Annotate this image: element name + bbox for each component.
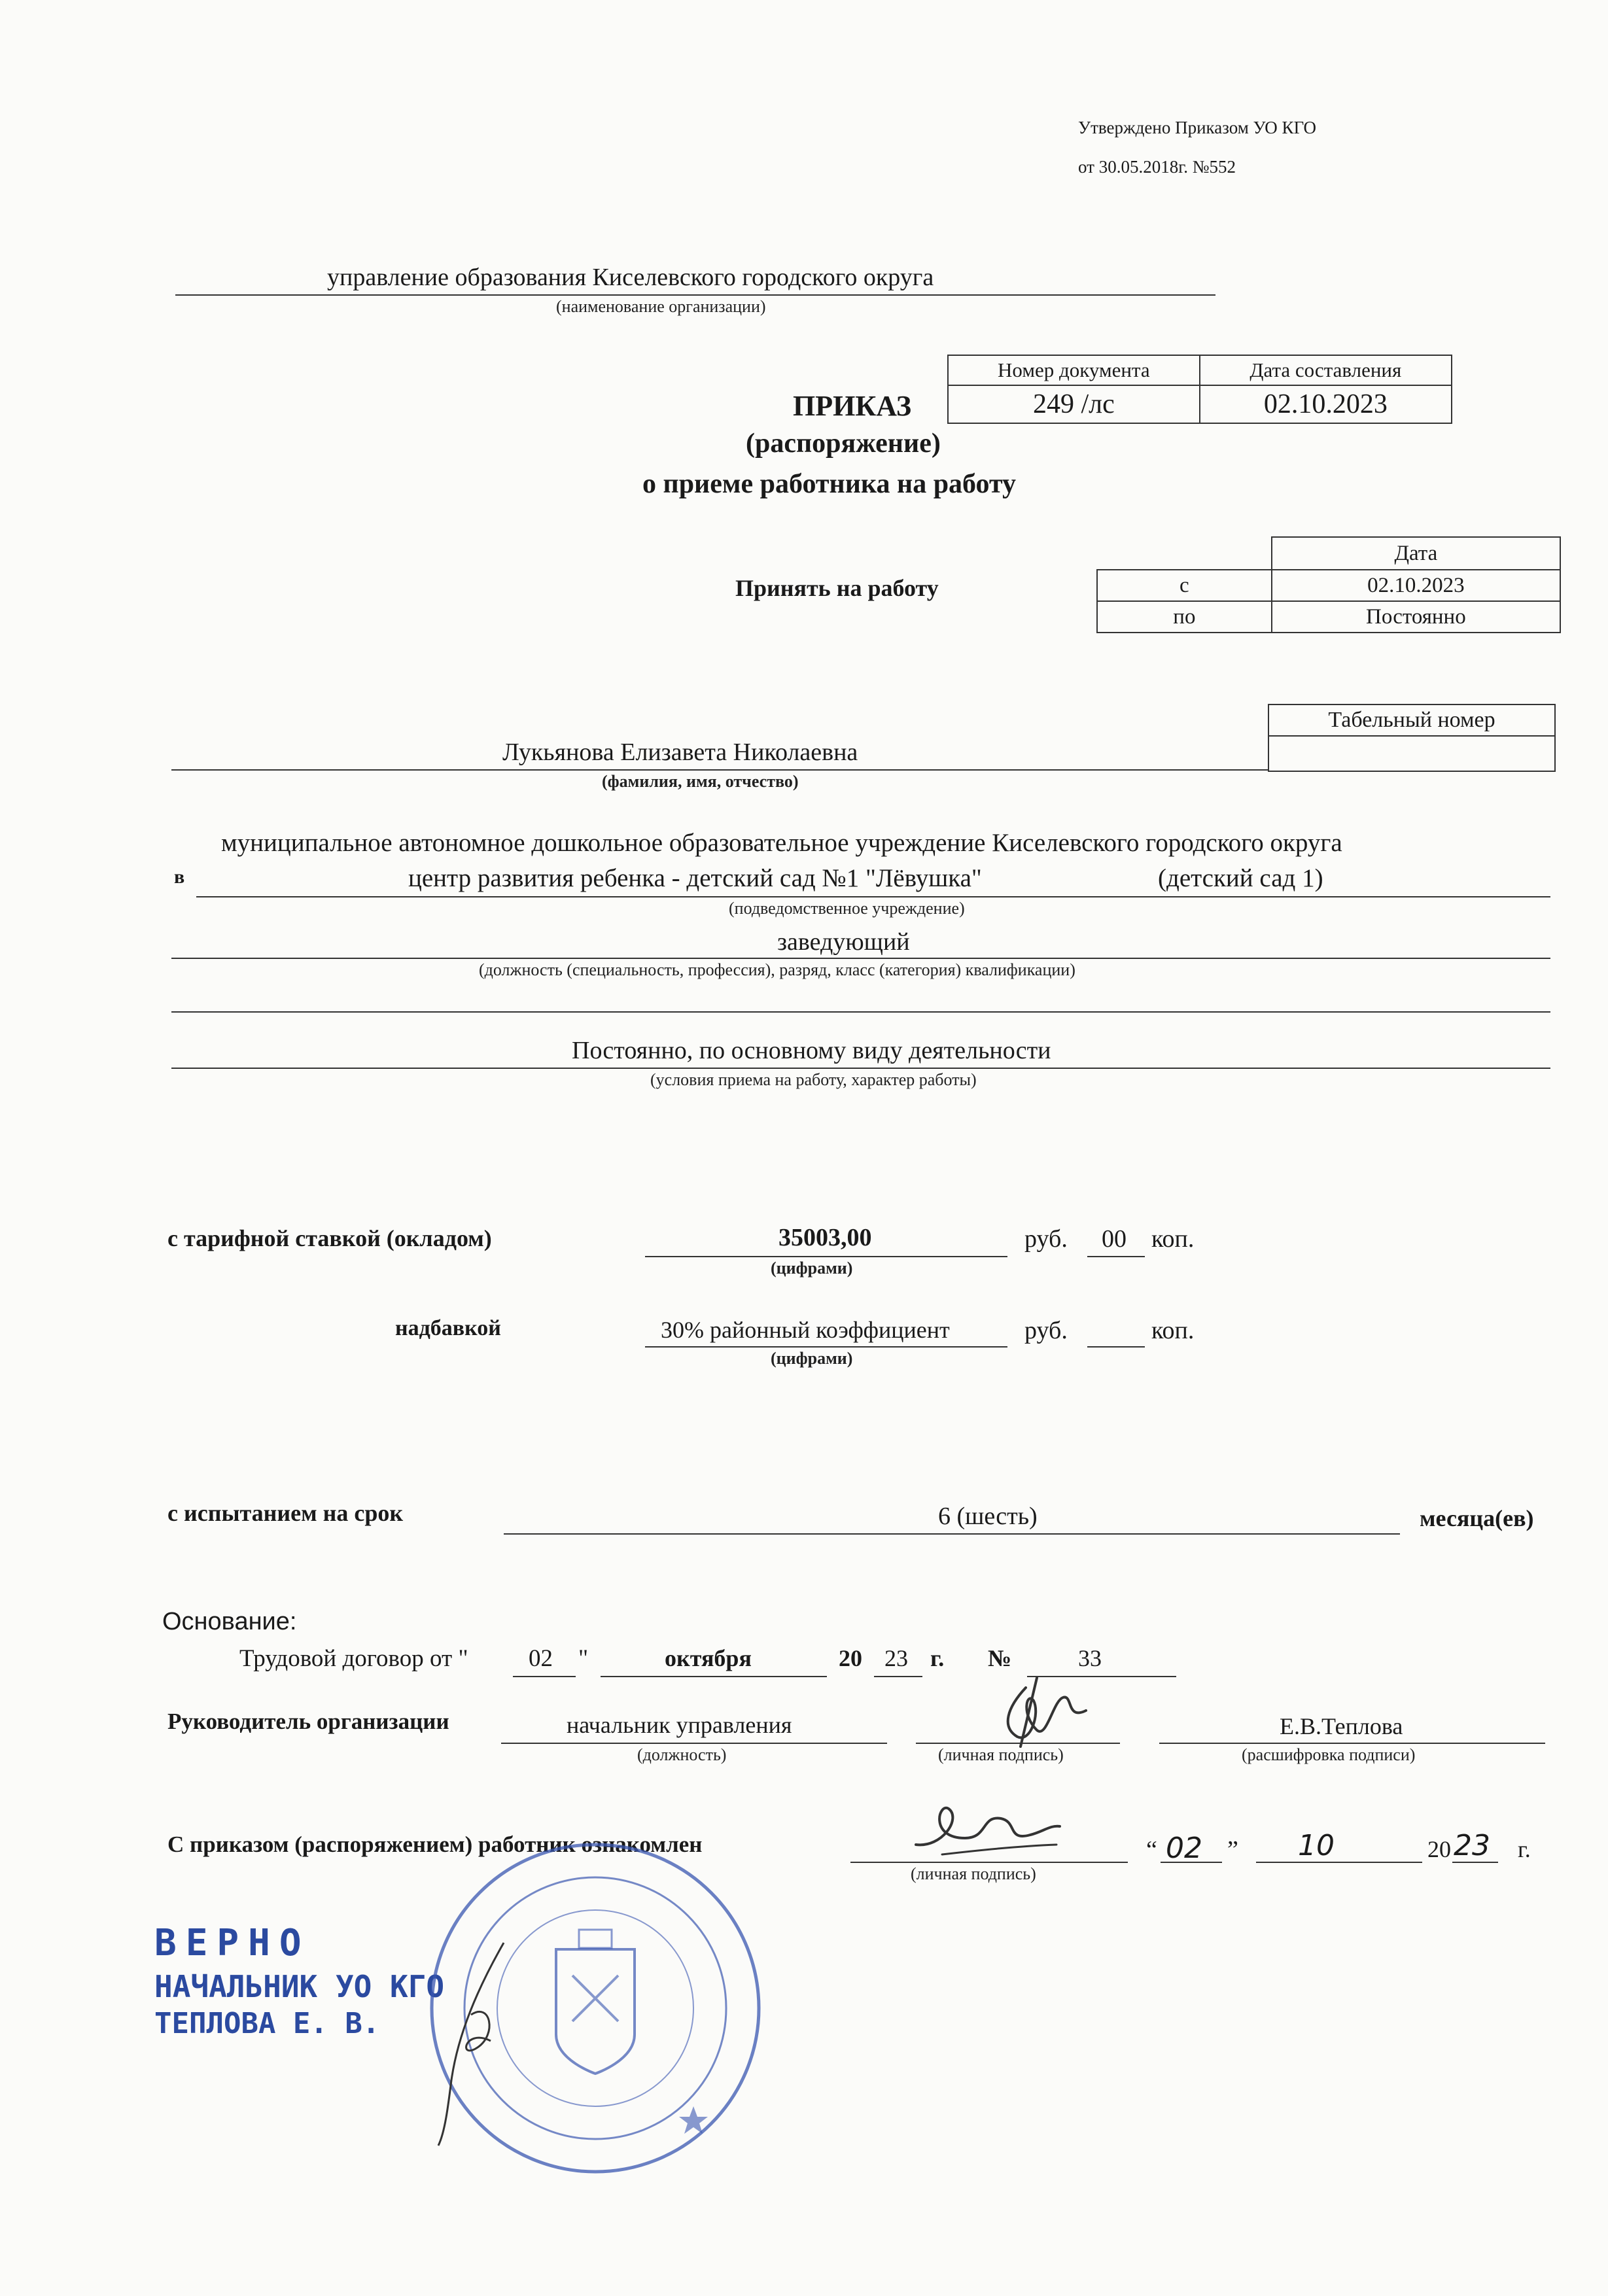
salary-kop: коп. [1151, 1225, 1195, 1253]
department-line-2-extra: (детский сад 1) [1158, 864, 1323, 892]
acquaint-signature [903, 1799, 1066, 1864]
basis-number: 33 [1078, 1645, 1102, 1671]
hire-label: Принять на работу [735, 575, 939, 601]
doc-number-value: 249 /лс [948, 385, 1200, 423]
bonus-underline [645, 1346, 1007, 1348]
organization-name: управление образования Киселевского городского округа [327, 264, 934, 291]
tab-number-value [1268, 736, 1555, 771]
basis-number-sign: № [988, 1645, 1012, 1671]
probation-value: 6 (шесть) [938, 1503, 1038, 1530]
acquaint-day-underline [1161, 1862, 1222, 1863]
basis-label: Основание: [162, 1608, 297, 1635]
tab-number-table [1268, 704, 1556, 772]
organization-caption: (наименование организации) [556, 297, 766, 316]
acquaint-open-quote: “ [1146, 1836, 1157, 1864]
bonus-rub: руб. [1024, 1317, 1068, 1344]
basis-year-suffix: 23 [884, 1645, 908, 1671]
salary-kop-value: 00 [1102, 1225, 1127, 1253]
head-label: Руководитель организации [167, 1709, 449, 1734]
basis-day: 02 [529, 1645, 553, 1672]
hire-to-value: Постоянно [1272, 601, 1560, 633]
department-line-1: муниципальное автономное дошкольное образовательное учреждение Киселевского городского округа [221, 829, 1342, 857]
basis-month: октября [665, 1645, 752, 1671]
bonus-caption: (цифрами) [771, 1349, 853, 1368]
position-value: заведующий [777, 928, 910, 956]
basis-month-underline [601, 1676, 827, 1677]
bonus-kop: коп. [1151, 1317, 1195, 1344]
basis-quote-close: " [578, 1645, 589, 1672]
basis-year-prefix: 20 [839, 1645, 862, 1671]
verno-stamp-line-1: ВЕРНО [154, 1922, 311, 1964]
acquaint-signature-caption: (личная подпись) [911, 1864, 1036, 1883]
basis-year-underline [874, 1676, 922, 1677]
approval-line-1: Утверждено Приказом УО КГО [1078, 118, 1316, 137]
bonus-kop-underline [1087, 1346, 1145, 1348]
department-prefix: в [174, 866, 185, 888]
probation-unit: месяца(ев) [1420, 1505, 1534, 1531]
approval-line-2: от 30.05.2018г. №552 [1078, 157, 1236, 177]
salary-amount-underline [645, 1256, 1007, 1257]
basis-day-underline [513, 1676, 576, 1677]
bonus-label: надбавкой [395, 1316, 501, 1340]
acquaint-year-suffix: 23 [1454, 1829, 1490, 1862]
conditions-value: Постоянно, по основному виду деятельности [572, 1037, 1051, 1064]
acquaint-year-underline [1452, 1862, 1498, 1863]
acquaint-day: 02 [1166, 1832, 1202, 1865]
acquaint-month-underline [1256, 1862, 1422, 1863]
head-signature [981, 1675, 1099, 1753]
head-position-caption: (должность) [637, 1745, 727, 1764]
head-signature-caption: (личная подпись) [938, 1745, 1064, 1764]
head-position: начальник управления [567, 1712, 792, 1738]
department-caption: (подведомственное учреждение) [729, 899, 965, 918]
hire-dates-table [1096, 536, 1561, 633]
acquaint-close-quote: ” [1227, 1836, 1238, 1864]
doc-number-header: Номер документа [948, 355, 1200, 385]
order-subtitle: (распоряжение) [746, 428, 941, 459]
bonus-value: 30% районный коэффициент [661, 1317, 950, 1343]
acquaint-label: С приказом (распоряжением) работник ознакомлен [167, 1832, 703, 1857]
conditions-underline [171, 1068, 1550, 1069]
order-subject: о приеме работника на работу [642, 469, 1017, 499]
salary-rub: руб. [1024, 1225, 1068, 1253]
salary-caption: (цифрами) [771, 1259, 853, 1278]
head-name-caption: (расшифровка подписи) [1242, 1745, 1416, 1764]
doc-number-table [947, 355, 1452, 424]
verno-stamp-line-3: ТЕПЛОВА Е. В. [154, 2007, 380, 2040]
probation-label: с испытанием на срок [167, 1500, 404, 1526]
position-extra-line [171, 1011, 1550, 1013]
head-name: Е.В.Теплова [1280, 1713, 1403, 1739]
conditions-caption: (условия приема на работу, характер работы) [650, 1070, 977, 1089]
employee-name-underline [171, 769, 1268, 771]
organization-underline [175, 294, 1215, 296]
seal-signature [432, 1936, 523, 2152]
doc-date-header: Дата составления [1200, 355, 1452, 385]
verno-stamp-line-2: НАЧАЛЬНИК УО КГО [154, 1969, 445, 2004]
position-underline [171, 958, 1550, 959]
salary-label: с тарифной ставкой (окладом) [167, 1225, 492, 1251]
basis-contract-prefix: Трудовой договор от " [239, 1645, 468, 1672]
department-line-2: центр развития ребенка - детский сад №1 "Лёвушка" [408, 864, 982, 892]
hire-from-label: с [1097, 570, 1272, 601]
acquaint-year-prefix: 20 [1427, 1836, 1451, 1862]
position-caption: (должность (специальность, профессия), разряд, класс (категория) квалификации) [479, 960, 1075, 979]
salary-amount: 35003,00 [778, 1224, 872, 1251]
salary-kop-underline [1087, 1256, 1145, 1257]
hire-to-label: по [1097, 601, 1272, 633]
hire-from-value: 02.10.2023 [1272, 570, 1560, 601]
employee-full-name: Лукьянова Елизавета Николаевна [502, 739, 858, 766]
hire-date-header: Дата [1272, 537, 1560, 570]
doc-date-value: 02.10.2023 [1200, 385, 1452, 423]
basis-year-g: г. [930, 1645, 945, 1671]
acquaint-month: 10 [1298, 1829, 1335, 1862]
head-name-underline [1159, 1743, 1545, 1744]
probation-underline [504, 1533, 1400, 1535]
acquaint-g: г. [1518, 1836, 1531, 1862]
tab-number-header: Табельный номер [1268, 704, 1555, 736]
employee-name-caption: (фамилия, имя, отчество) [602, 772, 799, 791]
head-position-underline [501, 1743, 887, 1744]
order-title: ПРИКАЗ [793, 390, 912, 422]
department-underline [196, 896, 1550, 897]
